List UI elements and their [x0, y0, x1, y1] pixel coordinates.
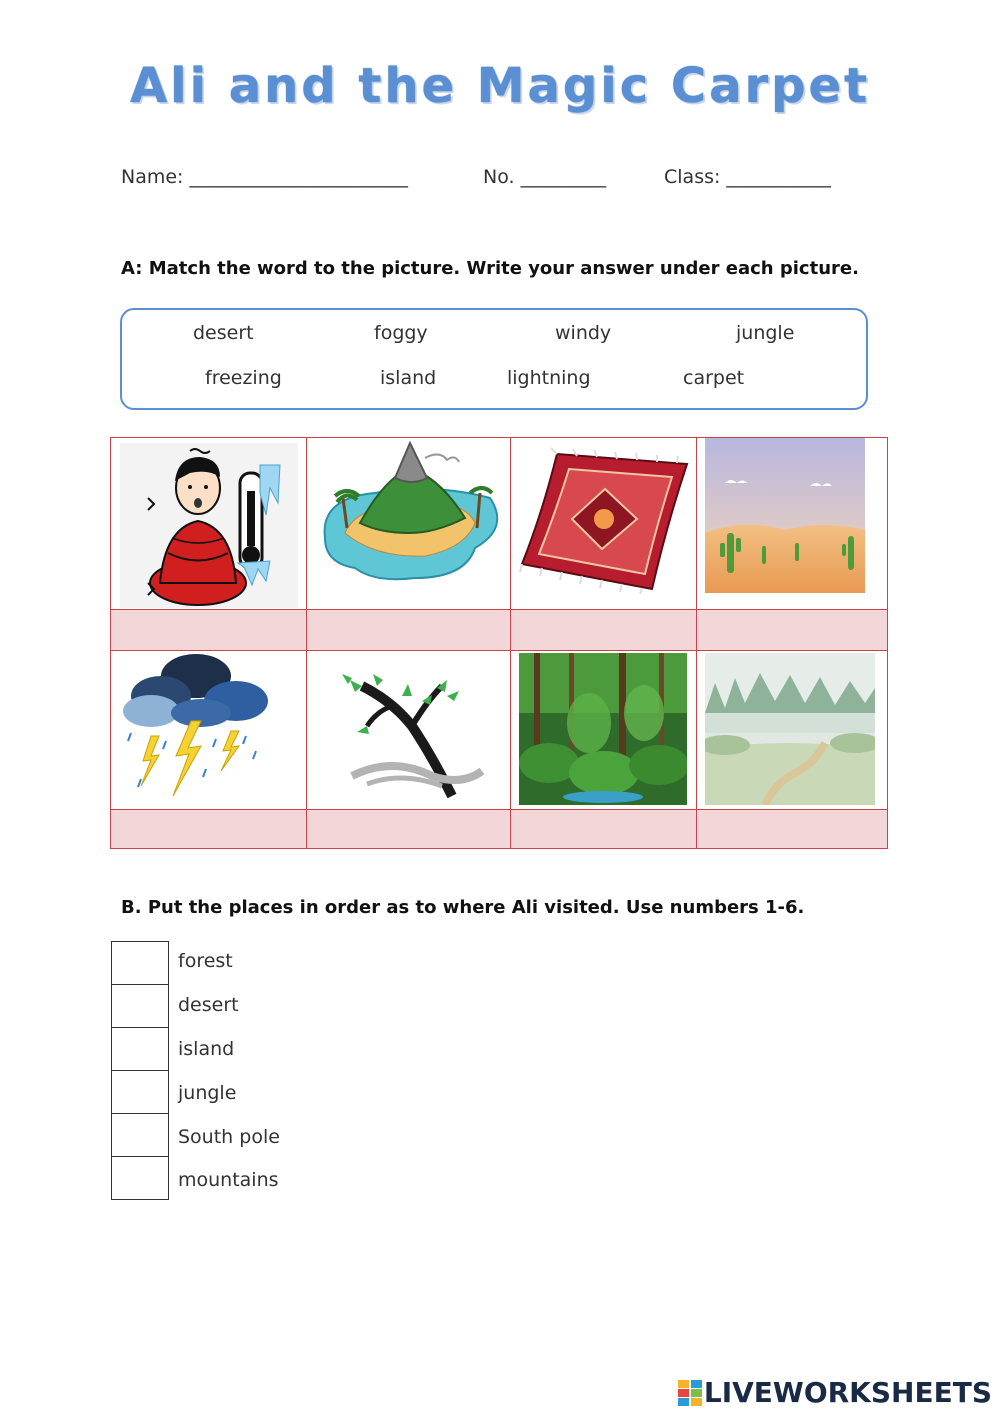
worksheet-title: Ali and the Magic Carpet — [129, 58, 871, 114]
word-bank-item: island — [380, 367, 437, 389]
word-bank-item: jungle — [736, 322, 795, 344]
name-field[interactable]: Name: _______________________ — [121, 166, 408, 188]
place-label: mountains — [178, 1169, 279, 1191]
foggy-landscape-icon — [705, 653, 875, 805]
island-icon — [315, 438, 505, 593]
answer-cell[interactable] — [510, 809, 697, 849]
order-input[interactable] — [111, 984, 169, 1028]
picture-cell-foggy — [696, 650, 888, 810]
order-input[interactable] — [111, 1027, 169, 1071]
order-input[interactable] — [111, 1156, 169, 1200]
number-field[interactable]: No. _________ — [483, 166, 607, 188]
place-label: South pole — [178, 1126, 280, 1148]
freezing-person-icon — [120, 443, 298, 608]
liveworksheets-logo — [678, 1376, 992, 1409]
answer-cell[interactable] — [110, 609, 307, 651]
lightning-storm-icon — [121, 651, 271, 806]
answer-cell[interactable] — [696, 609, 888, 651]
answer-cell[interactable] — [306, 809, 511, 849]
word-bank-item: freezing — [205, 367, 282, 389]
place-label: island — [178, 1038, 235, 1060]
word-bank-item: windy — [555, 322, 612, 344]
answer-cell[interactable] — [110, 809, 307, 849]
word-bank-item: carpet — [683, 367, 745, 389]
picture-cell-carpet — [510, 437, 697, 610]
logo-text: LIVEWORKSHEETS — [703, 1376, 992, 1409]
order-input[interactable] — [111, 941, 169, 985]
answer-cell[interactable] — [696, 809, 888, 849]
picture-cell-island — [306, 437, 511, 610]
picture-cell-lightning — [110, 650, 307, 810]
picture-cell-freezing — [110, 437, 307, 610]
word-bank — [120, 308, 868, 410]
place-label: jungle — [178, 1082, 237, 1104]
answer-cell[interactable] — [306, 609, 511, 651]
picture-grid — [110, 437, 888, 849]
word-bank-item: desert — [193, 322, 254, 344]
class-field[interactable]: Class: ___________ — [664, 166, 831, 188]
word-bank-item: foggy — [374, 322, 428, 344]
magic-carpet-icon — [517, 444, 692, 594]
section-a-instruction: A: Match the word to the picture. Write your answer under each picture. — [121, 258, 859, 279]
liveworksheets-badge-icon — [678, 1380, 702, 1406]
section-b-instruction: B. Put the places in order as to where Ali visited. Use numbers 1-6. — [121, 897, 805, 918]
jungle-icon — [519, 653, 687, 805]
place-label: forest — [178, 950, 233, 972]
word-bank-item: lightning — [507, 367, 591, 389]
order-input[interactable] — [111, 1113, 169, 1157]
order-input[interactable] — [111, 1070, 169, 1114]
picture-cell-jungle — [510, 650, 697, 810]
answer-cell[interactable] — [510, 609, 697, 651]
picture-cell-desert — [696, 437, 888, 610]
desert-icon — [705, 438, 865, 593]
picture-cell-windy — [306, 650, 511, 810]
windy-tree-icon — [332, 656, 492, 806]
place-label: desert — [178, 994, 239, 1016]
